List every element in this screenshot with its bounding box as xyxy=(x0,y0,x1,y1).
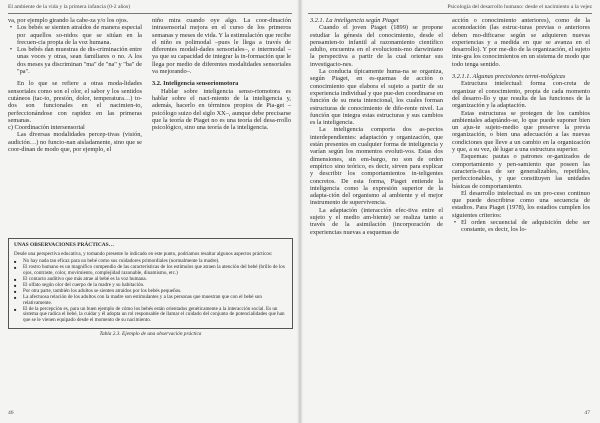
bullet-icon: ■ xyxy=(14,265,17,271)
paragraph: niño mira cuando oye algo. La coor-dinación intrasensorial mejora en el curso de los primeros semanas y meses de vida. Y la estimulación que recibe el niño es polimodal –pues le llega a través de diferentes modali-dades sensoriales–, e intermodal –ya que su capacidad de integrar la in-formación que le llega por medio de diferentes modalidades sensoriales va mejorando–. xyxy=(152,17,291,76)
list-item xyxy=(8,46,142,75)
list-item-text: Los bebés dan muestras de dis-criminación entre unas voces y otras, sean familiares o no. A los dos meses ya discriminan "ma" de "na" y "ba" de "pa". xyxy=(17,46,142,76)
table-box xyxy=(8,238,293,329)
list-item-text: El orden secuencial de adquisición debe ser constante, es decir, los lo- xyxy=(461,219,590,234)
box-item-text: No hay nada tan eficaz para un bebé como sus cuidadores primordiales (normalmente la madre). xyxy=(23,258,220,265)
left-column-1 xyxy=(8,17,142,153)
right-column-2 xyxy=(452,17,590,234)
bullet-icon: ■ xyxy=(14,294,17,300)
paragraph: acción o conocimiento anteriores), como de la acomodación (las estruc-turas previas o anteriores deben mo-dificarse según se adquieren nuevas experiencias y a medida en que se avanza en el desarrollo). Y por me-dio de la organización, el sujeto inte-gra los conocimientos en un sistema de modo que todo tenga sentido. xyxy=(452,17,590,68)
bullet-icon: ■ xyxy=(14,259,17,265)
left-column-2 xyxy=(152,17,291,131)
paragraph: La inteligencia comporta dos as-pectos interdependientes: adaptación y organización, que están presentes en cualquier forma de inteligencia y varían según los momentos evoluti-vos. Estas dos dimensiones, sin em-bargo, no son de orden empírico sino teórico, es decir, sirven para explicar y describir los comportamientos in-teligentes concretos. De esta forma, Piaget entiende la inteligencia como la expresión superior de la adapta-ción del organismo al ambiente y el mejor instrumento de supervivencia. xyxy=(310,126,443,207)
box-item xyxy=(14,307,287,325)
list-item xyxy=(8,24,142,46)
box-item-text: El rostro humano es un magnífico compendio de las características de los estímulos que atraen la atención del bebé (brillo de los ojos, contraste, color, movimiento, complejidad razonable, dinamismo, etc.) xyxy=(23,264,285,277)
right-page xyxy=(300,0,600,423)
right-column-1 xyxy=(310,17,443,236)
bullet-icon: • xyxy=(9,24,13,32)
left-running-header: El ambiente de la vida y la primera infancia (0-2 años) xyxy=(8,4,131,10)
right-header-rule xyxy=(308,13,592,14)
left-header-rule xyxy=(8,13,292,14)
right-page-number: 47 xyxy=(584,410,590,416)
section-heading: 3.2. Inteligencia sensoriomotora xyxy=(152,80,239,88)
paragraph: Estas estructuras se protegen de los cambios ambientales adaptándo-se, lo que puede suponer bien un ajus-te sujeto-medio que preserve la previa organización, o bien una adecuación a las nuevas condiciones que lleve a un cambio en la organización y que, a su vez, dé lugar a una estructura superior. xyxy=(452,109,590,154)
paragraph: En lo que se refiere a otras moda-lidades sensoriales como son el olor, el sabor y los sentidos cutáneos (tac-to, presión, dolor, temperatura…) to-dos son funcionales en el nacimien-to, perfeccionándose con rapidez en las primeras semanas. xyxy=(8,80,142,124)
box-item-text: El contacto auditivo que más atrae al bebé es la voz humana. xyxy=(23,276,147,283)
paragraph: Hablar sobre inteligencia senso-riomotora es hablar sobre el naci-miento de la inteligencia y, además, hacerlo en términos propios de Pia-get –psicólogo suizo del siglo XX–, aunque debe precisarse que la teoría de Piaget no es una teoría del desa-rrollo psicológico, sino una teoría de la inteligencia. xyxy=(152,87,291,132)
practical-observations-box xyxy=(8,238,293,337)
list-heading: c) Coordinación intersensorial xyxy=(8,124,85,132)
list-item xyxy=(452,219,590,234)
box-item-text: La afectuosa relación de los adultos con la madre son estimulantes y a las personas que muestran que con el bebé son relativamente. xyxy=(23,293,262,306)
bullet-icon: ■ xyxy=(14,306,17,312)
bullet-icon: • xyxy=(9,46,13,54)
box-item-text: El de la percepción es, para un buen ejemplo de cómo los bebés están orientados genéticamente a la interacción social. Es un sistema que radica el bebé, la cuidar y él adopta un rol responsable de llamar el cuidado del conjunto de potencialidades que han que se le vienen equipado desde el momento de su nacimiento. xyxy=(23,305,285,324)
box-item-text: Por otra parte, también los adultos se sienten atraídos por los bebés pequeños. xyxy=(23,287,182,294)
bullet-icon: • xyxy=(453,219,457,227)
table-caption: Tabla 2.3. Ejemplo de una observación práctica xyxy=(99,331,202,338)
box-item xyxy=(14,295,287,307)
paragraph: va, por ejemplo girando la cabe-za y/o los ojos. xyxy=(8,17,129,24)
box-item-text: El olfato según olor del cuerpo de la madre y su habitación. xyxy=(23,281,145,288)
right-running-header: Psicología del desarrollo humano: desde el nacimiento a la vejez xyxy=(447,4,592,10)
paragraph: Cuando el joven Piaget (1899) se propone estudiar la génesis del conocimiento, desde el pensamien-to infantil al razonamiento científico adulto, encuentra en el evolucionis-mo darwiniano la perspectiva a partir de la cual orientar sus investigacio-nes. xyxy=(310,24,443,68)
box-title: UNAS OBSERVACIONES PRÁCTICAS… xyxy=(14,242,115,248)
list-item-text: Los bebés se sienten atraídos de manera especial por aquellos so-nidos que se sitúan en la frecuen-cia propia de la voz humana. xyxy=(17,24,142,46)
paragraph: El desarrollo intelectual es un pro-ceso continuo que puede describirse como una secuencia de estadios. Para Piaget (1978), los estadios cumplen los siguientes criterios: xyxy=(452,189,590,219)
paragraph: La adaptación (interacción efec-tiva entre el sujeto y el medio am-biente) se realiza tanto a través de la asimilación (incorporación de experiencias nuevas a esquemas de xyxy=(310,206,443,236)
subsection-heading: 3.2.1. La inteligencia según Piaget xyxy=(310,17,399,24)
left-page-number: 46 xyxy=(8,410,14,416)
subsection-heading: 3.2.1.1. Algunas precisiones termi-nológicas xyxy=(452,73,566,81)
bullet-icon: ■ xyxy=(14,288,17,294)
paragraph: Esquemas: pautas o patrones or-ganizados de comportamiento y pen-samiento que poseen las caracterís-ticas de ser generalizables, repetibles, perfeccionables, y que constituyen las unidades básicas de comportamiento. xyxy=(452,153,590,190)
bullet-icon: ■ xyxy=(14,277,17,283)
bullet-icon: ■ xyxy=(14,282,17,288)
paragraph: Las diversas modalidades percep-tivas (visión, audición…) no funcio-nan aisladamente, sino que se coor-dinan de modo que, por ejemplo, el xyxy=(8,131,142,154)
paragraph: Estructura intelectual: forma con-creta de organizar el conocimiento, propia de cada momento del desarro-llo y que resulta de las funciones de la organización y la adaptación. xyxy=(452,80,590,110)
box-intro: Desde una perspectiva educativa, y tomando presente lo indicado en este punto, podríamos resaltar algunos aspectos prácticos: xyxy=(14,250,273,257)
paragraph: La conducta típicamente huma-na se organiza, según Piaget, en es-quemas de acción o conocimiento que elabora el sujeto a partir de su experiencia individual y que pue-den coordinarse en función de su meta intencional, los cuales forman estructuras de conocimiento de dife-rente nivel. La función que integra estas estructuras y sus cambios es la inteligencia. xyxy=(310,68,443,127)
